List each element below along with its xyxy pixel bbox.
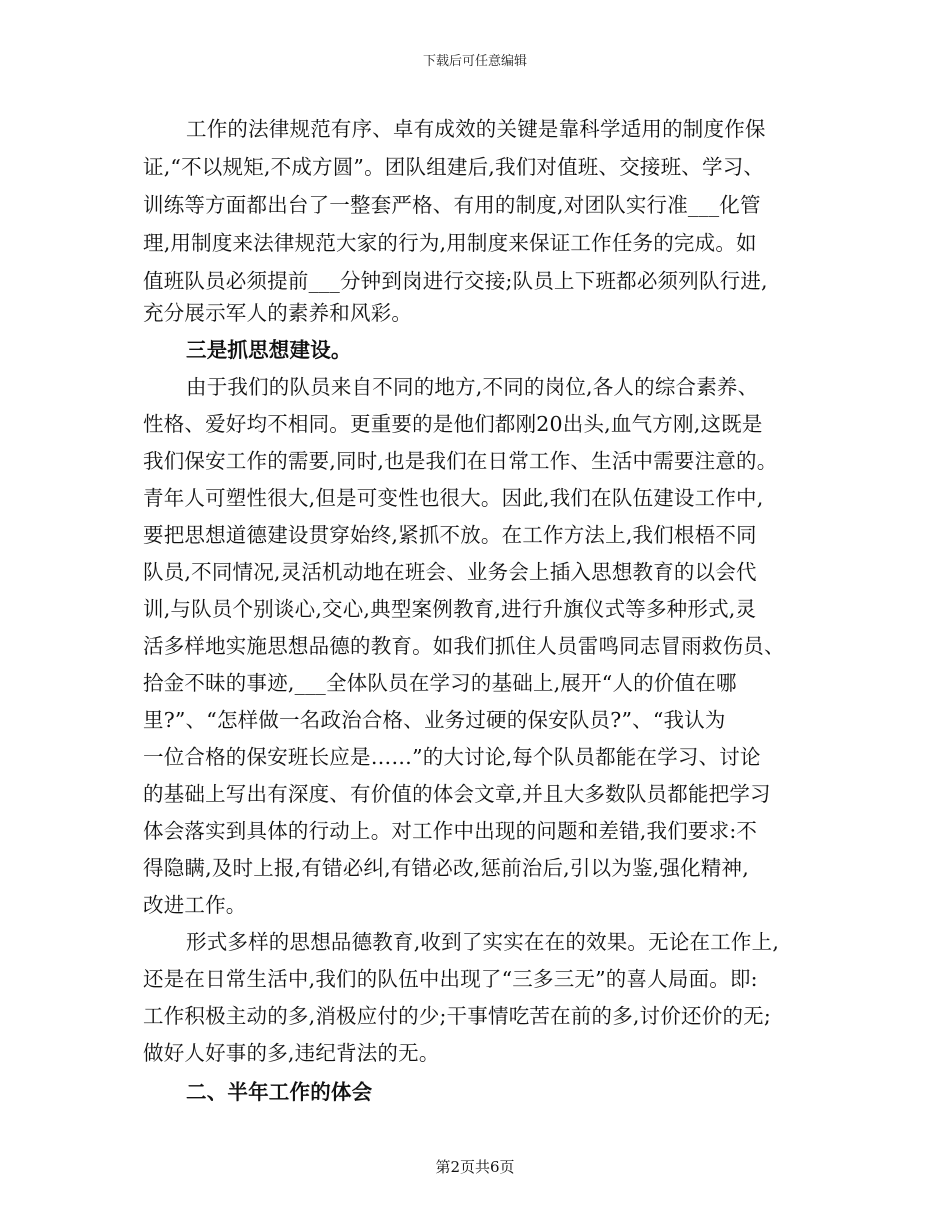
paragraph-line: 证,“不以规矩,不成方圆”。团队组建后,我们对值班、交接班、学习、	[143, 155, 765, 179]
paragraph-line: 工作的法律规范有序、卓有成效的关键是靠科学适用的制度作保	[186, 117, 766, 141]
paragraph-line: 由于我们的队员来自不同的地方,不同的岗位,各人的综合素养、	[186, 375, 759, 399]
page-header: 下载后可任意编辑	[422, 54, 527, 69]
paragraph-line: 改进工作。	[143, 893, 247, 917]
paragraph-line: 拾金不昧的事迹,___全体队员在学习的基础上,展开“人的价值在哪	[143, 671, 737, 695]
paragraph-line: 体会落实到具体的行动上。对工作中出现的问题和差错,我们要求:不	[143, 819, 758, 843]
paragraph-line: 做好人好事的多,违纪背法的无。	[143, 1041, 440, 1065]
paragraph-line: 一位合格的保安班长应是……”的大讨论,每个队员都能在学习、讨论	[143, 745, 761, 769]
paragraph-line: 青年人可塑性很大,但是可变性也很大。因此,我们在队伍建设工作中,	[143, 486, 764, 510]
paragraph-line: 充分展示军人的素养和风彩。	[143, 301, 413, 325]
paragraph-line: 性格、爱好均不相同。更重要的是他们都刚20出头,血气方刚,这既是	[143, 412, 763, 436]
paragraph-line: 训,与队员个别谈心,交心,典型案例教育,进行升旗仪式等多种形式,灵	[143, 597, 757, 621]
section-heading: 二、半年工作的体会	[186, 1080, 373, 1104]
paragraph-line: 活多样地实施思想品德的教育。如我们抓住人员雷鸣同志冒雨救伤员、	[143, 634, 785, 658]
paragraph-line: 队员,不同情况,灵活机动地在班会、业务会上插入思想教育的以会代	[143, 560, 757, 584]
paragraph-line: 训练等方面都出台了一整套严格、有用的制度,对团队实行准___化管	[143, 193, 761, 217]
paragraph-line: 还是在日常生活中,我们的队伍中出现了“三多三无”的喜人局面。即:	[143, 967, 758, 991]
section-heading: 三是抓思想建设。	[186, 338, 352, 362]
paragraph-line: 我们保安工作的需要,同时,也是我们在日常工作、生活中需要注意的。	[143, 449, 778, 473]
paragraph-line: 值班队员必须提前___分钟到岗进行交接;队员上下班都必须列队行进,	[143, 269, 768, 293]
page-footer: 第2页共6页	[435, 1158, 515, 1176]
paragraph-line: 理,用制度来法律规范大家的行为,用制度来保证工作任务的完成。如	[143, 231, 757, 255]
paragraph-line: 形式多样的思想品德教育,收到了实实在在的效果。无论在工作上,	[186, 930, 780, 954]
paragraph-line: 要把思想道德建设贯穿始终,紧抓不放。在工作方法上,我们根梧不同	[143, 523, 757, 547]
paragraph-line: 里?”、“怎样做一名政治合格、业务过硬的保安队员?”、“我认为	[143, 708, 726, 732]
paragraph-line: 的基础上写出有深度、有价值的体会文章,并且大多数队员都能把学习	[143, 782, 771, 806]
paragraph-line: 工作积极主动的多,消极应付的少;干事情吃苦在前的多,讨价还价的无;	[143, 1004, 771, 1028]
paragraph-line: 得隐瞒,及时上报,有错必纠,有错必改,惩前治后,引以为鉴,强化精神,	[143, 856, 749, 880]
